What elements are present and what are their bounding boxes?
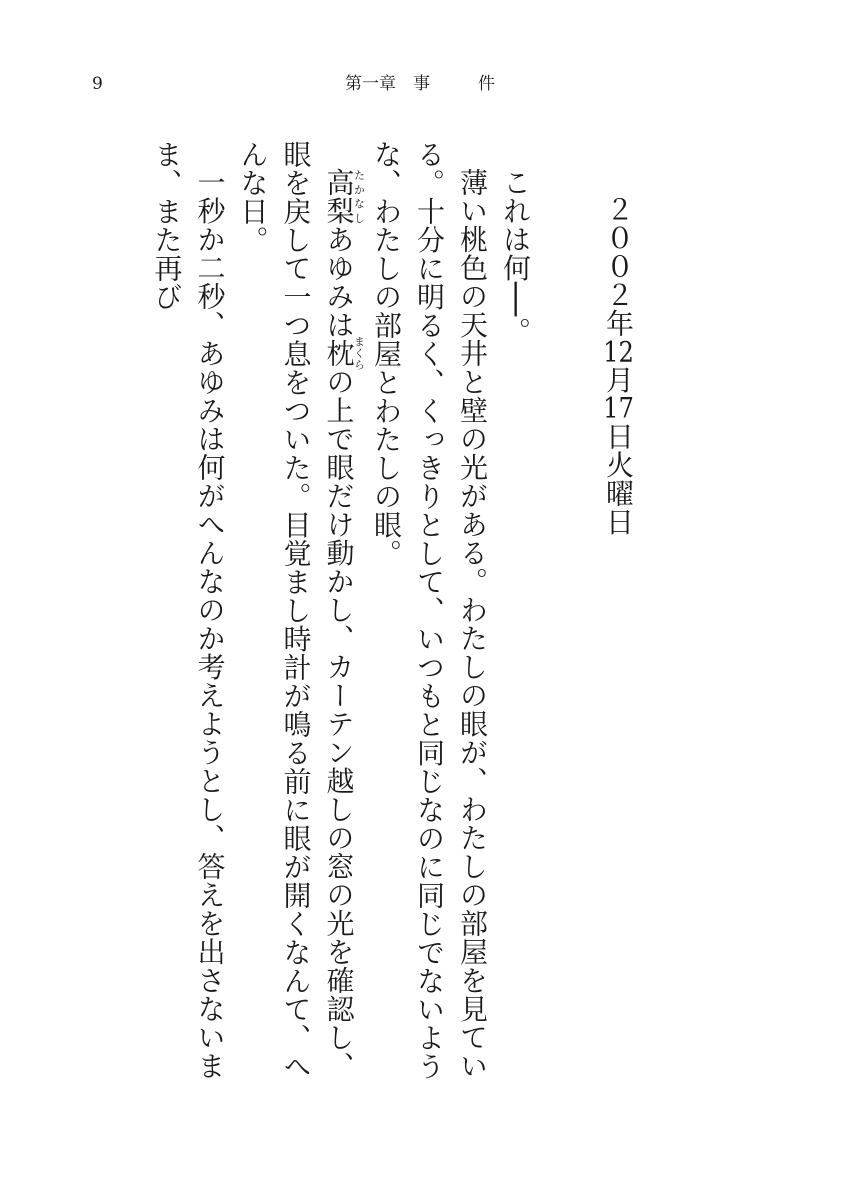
ruby-makura: 枕まくら [322,336,366,371]
page-number: 9 [92,74,103,94]
paragraph-3: 高梨たかなしあゆみは枕まくらの上で眼だけ動かし、カーテン越しの窓の光を確認し、眼を戻して一つ息をついた。目覚まし時計が鳴る前に眼が開くなんて、へんな日。 [236,140,366,1081]
paragraph-4: 一秒か二秒、あゆみは何がへんなのか考えようとし、答えを出さないまま、また再び [150,140,227,1080]
running-head [345,74,495,94]
date-heading: ２００２年12月17日火曜日 [602,195,635,536]
running-head-left: 第一章 事 [345,74,430,94]
body-text [80,140,640,1100]
running-head-right: 件 [478,74,495,94]
paragraph-2: 薄い桃色の天井と壁の光がある。わたしの眼が、わたしの部屋を見ている。十分に明るく、くっきりとして、いつもと同じなのに同じでないような、わたしの部屋とわたしの眼。 [370,140,489,1081]
paragraph-1: これは何──。 [499,168,532,346]
ruby-takanashi: 高梨たかなし [322,168,366,225]
